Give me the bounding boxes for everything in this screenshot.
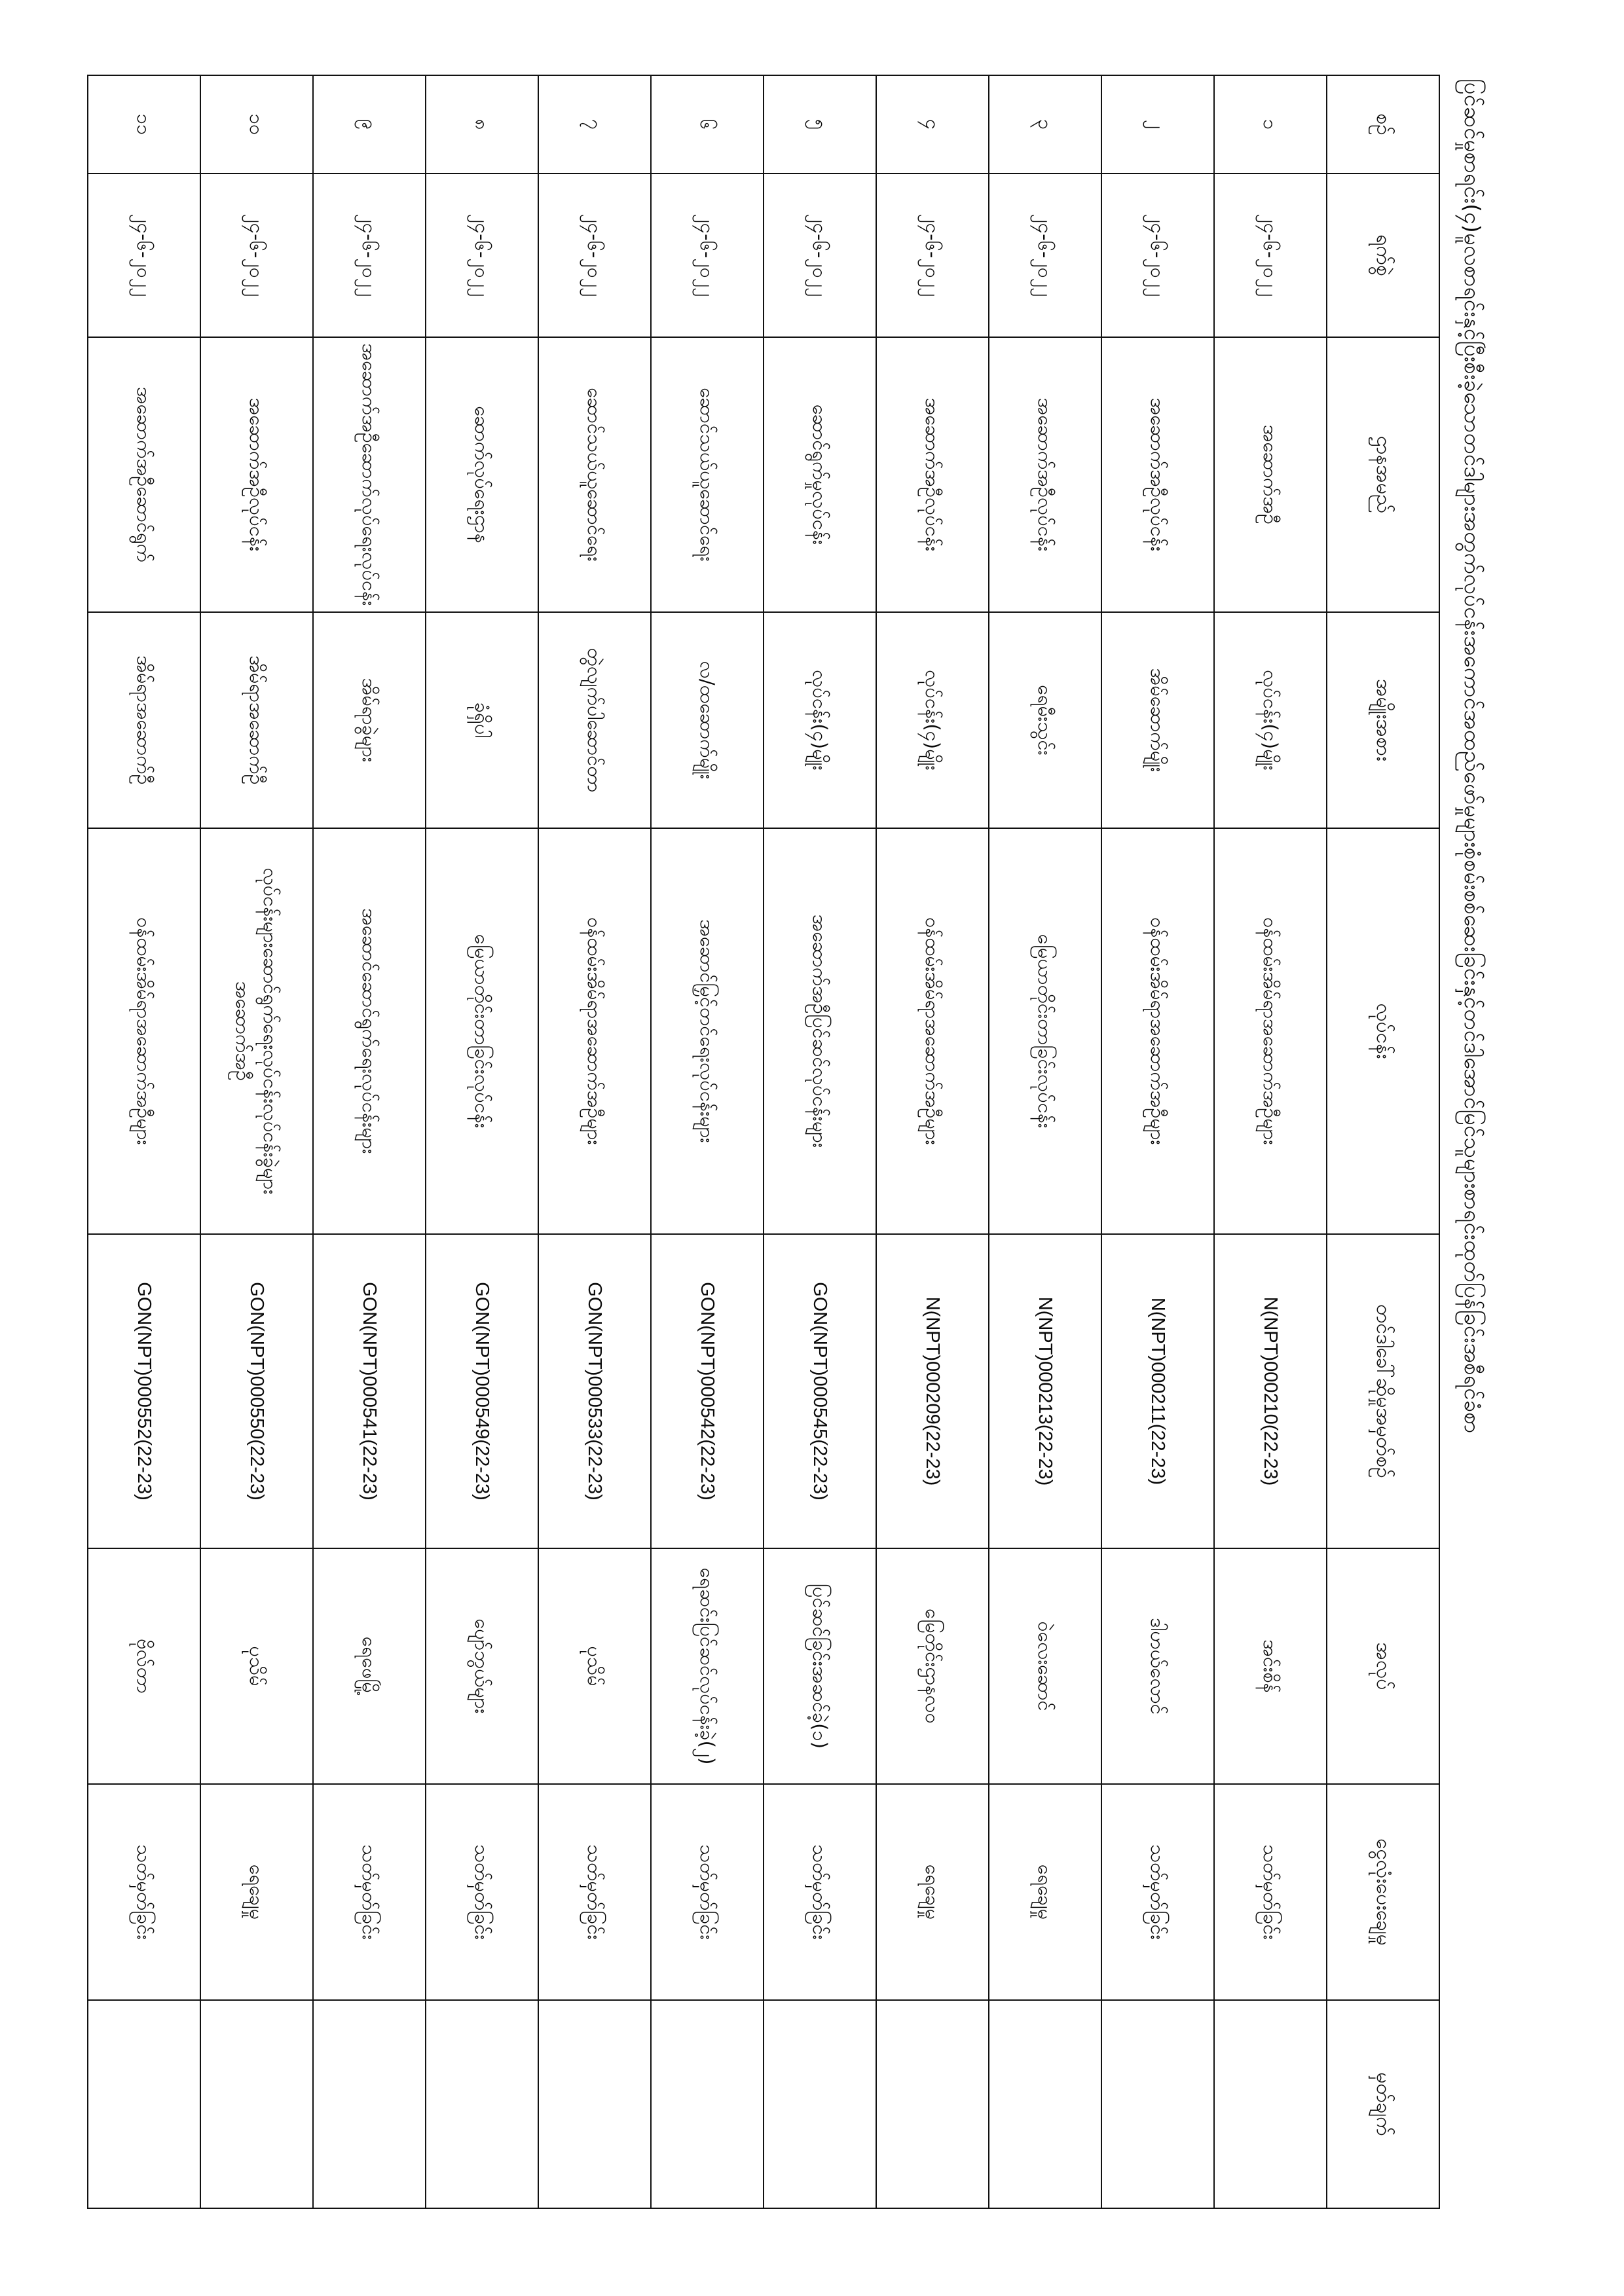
cell-date: ၂၄-၆-၂၀၂၂: [876, 173, 989, 337]
cell-date: ၂၄-၆-၂၀၂၂: [313, 173, 426, 337]
cell-type: ခုံရှိပါ: [426, 612, 538, 828]
cell-place: ပုသိမ်: [200, 1548, 313, 1784]
cell-remark: [88, 2000, 200, 2208]
cell-method: သတ်မှတ်ခြင်း: [764, 1784, 876, 2000]
cell-tender: GON(NPT)000542(22-23): [651, 1234, 764, 1548]
table-row: [651, 75, 764, 2208]
cell-type: အိမ်ရာအဆောက်ဦ: [200, 612, 313, 828]
cell-no: ၄: [876, 75, 989, 173]
cell-dept: အဆောက်အဦ: [1214, 337, 1327, 612]
cell-dept: အဆောက်အဦလုပ်ငန်း: [989, 337, 1101, 612]
cell-no: ၉: [313, 75, 426, 173]
cell-work: အဆောက်အဦပြင်ဆင်လုပ်ငန်းများ: [764, 828, 876, 1234]
cell-date: ၂၄-၆-၂၀၂၂: [764, 173, 876, 337]
cell-method: သတ်မှတ်ခြင်း: [651, 1784, 764, 2000]
cell-dept: အဆောက်အဦလုပ်ငန်း: [200, 337, 313, 612]
column-header-dept: ဌာနအမည်: [1327, 337, 1439, 612]
cell-place: မြေတိုင်းဌာနလ၀: [876, 1548, 989, 1784]
cell-tender: GON(NPT)000545(22-23): [764, 1234, 876, 1548]
cell-date: ၂၄-၆-၂၀၂၂: [989, 173, 1101, 337]
table-row: [1214, 75, 1327, 2208]
column-header-no: စဉ်: [1327, 75, 1439, 173]
cell-method: သတ်မှတ်ခြင်း: [1214, 1784, 1327, 2000]
column-header-date: ရက်စွဲ: [1327, 173, 1439, 337]
cell-place: ပြင်ဆင်ခြင်းအဆင်ခဲ့(၁): [764, 1548, 876, 1784]
cell-date: ၂၄-၆-၂၀၂၂: [1101, 173, 1214, 337]
cell-date: ၂၄-၆-၂၀၂၂: [426, 173, 538, 337]
cell-no: ၇: [538, 75, 651, 173]
cell-tender: N(NPT)000213(22-23): [989, 1234, 1101, 1548]
cell-no: ၁၁: [88, 75, 200, 173]
cell-no: ၁၀: [200, 75, 313, 173]
column-header-type: အမျိုးအစား: [1327, 612, 1439, 828]
cell-work: ဝန်ထမ်းအိမ်ရာအဆောက်အဦများ: [88, 828, 200, 1234]
cell-remark: [538, 2000, 651, 2208]
cell-type: ရေမီးသွင်း: [989, 612, 1101, 828]
cell-dept: အဆောက်အဦဆောင်ရွက်: [88, 337, 200, 612]
cell-work: အဆောင်ဆောင်ရွက်ရေးလုပ်ငန်းများ: [313, 828, 426, 1234]
table-row: [876, 75, 989, 2208]
tender-table: [87, 75, 1440, 2209]
cell-no: ၂: [1101, 75, 1214, 173]
cell-date: ၂၄-၆-၂၀၂၂: [88, 173, 200, 337]
column-header-method: ငွေလုံးပေးချေမှု: [1327, 1784, 1439, 2000]
cell-method: သတ်မှတ်ခြင်း: [88, 1784, 200, 2000]
cell-tender: GON(NPT)000533(22-23): [538, 1234, 651, 1548]
column-header-tender: တင်ဒါခေါ်ဆိုမှုအမှတ်စဉ်: [1327, 1234, 1439, 1548]
cell-dept: ဆောက်လုပ်ရေးဌာန: [426, 337, 538, 612]
cell-no: ၅: [764, 75, 876, 173]
column-header-place: အလုပ်: [1327, 1548, 1439, 1784]
table-row: [1101, 75, 1214, 2208]
cell-work: ဝန်ထမ်းအိမ်ရာအဆောက်အဦများ: [538, 828, 651, 1234]
cell-remark: [764, 2000, 876, 2208]
cell-method: သတ်မှတ်ခြင်း: [313, 1784, 426, 2000]
table-row: [989, 75, 1101, 2208]
table-body: [88, 75, 1327, 2208]
cell-no: ၃: [989, 75, 1101, 173]
cell-work: ဝန်ထမ်းအိမ်ရာအဆောက်အဦများ: [1214, 828, 1327, 1234]
cell-dept: အဆောက်အဦလုပ်ငန်း: [876, 337, 989, 612]
rotated-content: [133, 75, 1486, 2222]
column-header-work: လုပ်ငန်း: [1327, 828, 1439, 1234]
table-header-row: [1327, 75, 1439, 2208]
cell-date: ၂၄-၆-၂၀၂၂: [1214, 173, 1327, 337]
cell-method: ရေချေမှု: [989, 1784, 1101, 2000]
cell-remark: [1101, 2000, 1214, 2208]
page-title: ပြင်ဆင်မှုစာရင်း(၄)မူလစာရင်းနှင့်ပြီးစီးခဲ့သောတင်ဒါများအတွက်လုပ်ငန်းအကောင်အထည်ဖော်မှုများစုံစမ်းစစ်ဆေးခြင်းနှင့်တင်ဒါအောင်မြင်သူများစာရင်းထုတ်ပြန်ခြင်းအစီရင်ခံစာ: [1460, 78, 1485, 1434]
cell-remark: [876, 2000, 989, 2208]
cell-date: ၂၄-၆-၂၀၂၂: [538, 173, 651, 337]
cell-method: ရေချေမှု: [876, 1784, 989, 2000]
cell-place: ဗိုလ်တာ: [88, 1548, 200, 1784]
cell-no: ၁: [1214, 75, 1327, 173]
cell-place: ဒါဟယ်လောင်: [1101, 1548, 1214, 1784]
cell-type: အိမ်ရာခွဲများ: [313, 612, 426, 828]
cell-no: ၈: [426, 75, 538, 173]
cell-remark: [989, 2000, 1101, 2208]
cell-remark: [200, 2000, 313, 2208]
cell-tender: GON(NPT)000549(22-23): [426, 1234, 538, 1548]
cell-dept: ဆောင်ရွက်မှုလုပ်ငန်း: [764, 337, 876, 612]
cell-type: လုပ်ငန်း(၄)မျိုး: [1214, 612, 1327, 828]
cell-work: လုပ်ငန်းများဆောင်ရွက်ရေးလုပ်ငန်းလုပ်ငန်းခွဲများ အဆောက်အဦ: [200, 828, 313, 1234]
cell-work: မြေယာတိုင်းတာခြင်းလုပ်ငန်း: [426, 828, 538, 1234]
cell-method: သတ်မှတ်ခြင်း: [426, 1784, 538, 2000]
cell-place: အင်းစိန်: [1214, 1548, 1327, 1784]
cell-type: အိမ်ရာအဆောက်ဦ: [88, 612, 200, 828]
cell-type: အိမ်ဆောက်မျိုး: [1101, 612, 1214, 828]
cell-work: အဆောင်မြှင့်တင်ရေးလုပ်ငန်းများ: [651, 828, 764, 1234]
cell-remark: [426, 2000, 538, 2208]
cell-date: ၂၄-၆-၂၀၂၂: [200, 173, 313, 337]
table-row: [426, 75, 538, 2208]
cell-type: လ/ထဆောက်မျိုး: [651, 612, 764, 828]
cell-work: ဝန်ထမ်းအိမ်ရာအဆောက်အဦများ: [1101, 828, 1214, 1234]
column-header-remark: မှတ်ချက်: [1327, 2000, 1439, 2208]
cell-remark: [1214, 2000, 1327, 2208]
cell-method: ရေချေမှု: [200, 1784, 313, 2000]
cell-work: မြေယာတိုင်းတာခြင်းလုပ်ငန်း: [989, 828, 1101, 1234]
cell-remark: [651, 2000, 764, 2208]
cell-tender: GON(NPT)000552(22-23): [88, 1234, 200, 1548]
cell-place: ရေဖေမြို့: [313, 1548, 426, 1784]
cell-date: ၂၄-၆-၂၀၂၂: [651, 173, 764, 337]
cell-place: ပုသိမ်: [538, 1548, 651, 1784]
cell-place: ပျော်ဘွယ်များ: [426, 1548, 538, 1784]
cell-work: ဝန်ထမ်းအိမ်ရာအဆောက်အဦများ: [876, 828, 989, 1234]
cell-place: ဝဲလေးဆောင်: [989, 1548, 1101, 1784]
table-row: [313, 75, 426, 2208]
cell-method: သတ်မှတ်ခြင်း: [538, 1784, 651, 2000]
cell-dept: အဆောက်အဦဆောက်လုပ်ရေးလုပ်ငန်း: [313, 337, 426, 612]
cell-method: သတ်မှတ်ခြင်း: [1101, 1784, 1214, 2000]
cell-dept: ဆောင်သယ်ယူဆောင်ရေး: [538, 337, 651, 612]
cell-tender: GON(NPT)000550(22-23): [200, 1234, 313, 1548]
cell-dept: အဆောက်အဦလုပ်ငန်း: [1101, 337, 1214, 612]
cell-type: တွဲလျက်ပါဆောင်တာ: [538, 612, 651, 828]
cell-tender: GON(NPT)000541(22-23): [313, 1234, 426, 1548]
cell-place: ရေဆင်းပြင်ဆင်လုပ်ငန်းခဲ့(၂): [651, 1548, 764, 1784]
cell-type: လုပ်ငန်း(၄)မျိုး: [764, 612, 876, 828]
table-row: [538, 75, 651, 2208]
table-row: [200, 75, 313, 2208]
cell-type: လုပ်ငန်း(၄)မျိုး: [876, 612, 989, 828]
cell-dept: ဆောင်သယ်ယူဆောင်ရေး: [651, 337, 764, 612]
table-row: [764, 75, 876, 2208]
cell-no: ၆: [651, 75, 764, 173]
cell-tender: N(NPT)000209(22-23): [876, 1234, 989, 1548]
cell-tender: N(NPT)000211(22-23): [1101, 1234, 1214, 1548]
cell-tender: N(NPT)000210(22-23): [1214, 1234, 1327, 1548]
table-row: [88, 75, 200, 2208]
cell-remark: [313, 2000, 426, 2208]
